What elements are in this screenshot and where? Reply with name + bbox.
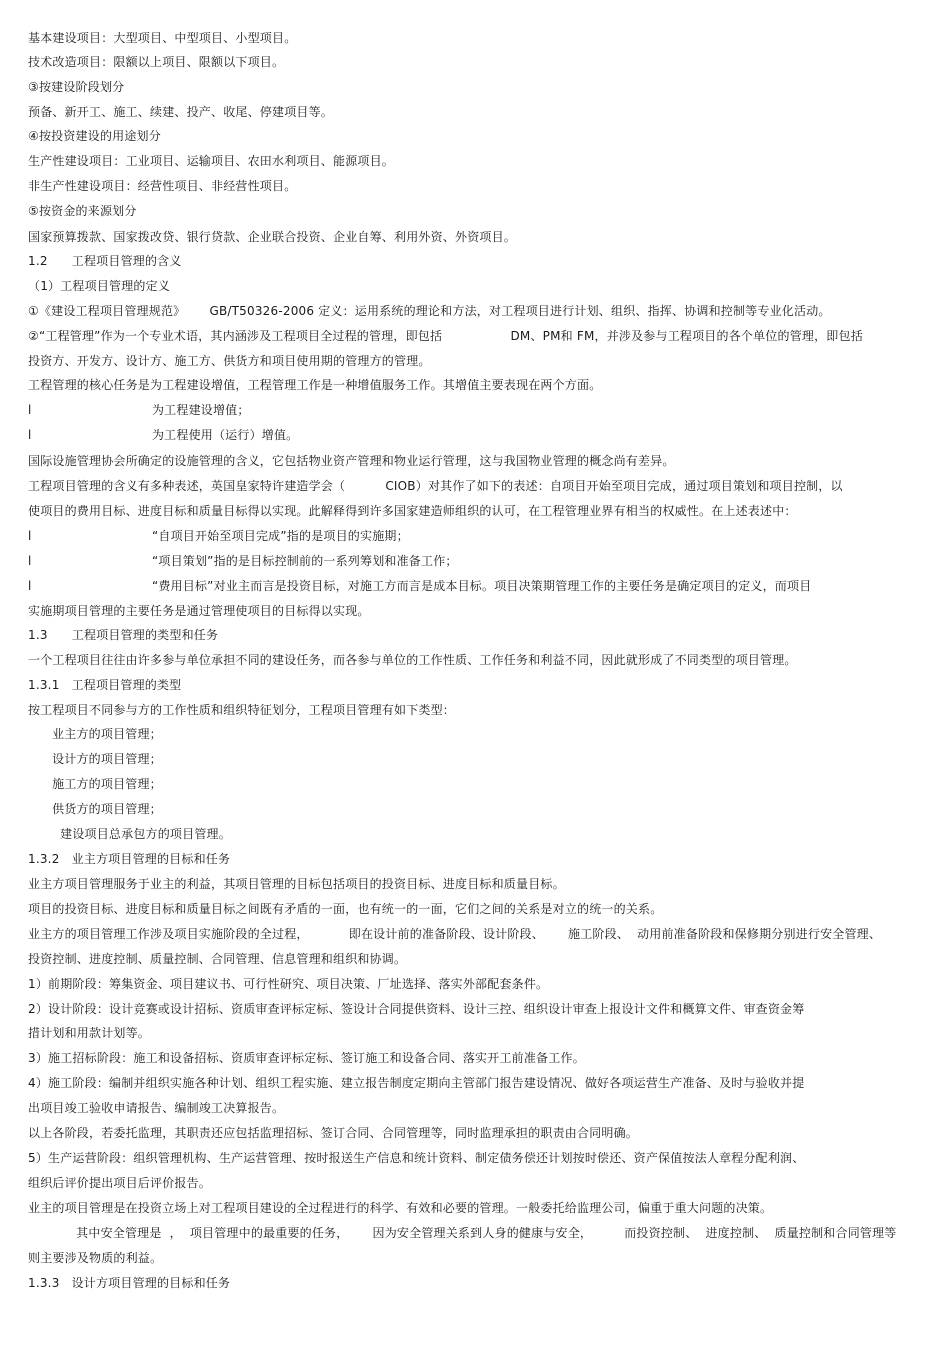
- text-line: 预备、新开工、施工、续建、投产、收尾、停建项目等。: [28, 105, 334, 119]
- text-line: 则主要涉及物质的利益。: [28, 1251, 163, 1265]
- text-line: 组织后评价提出项目后评价报告。: [28, 1176, 212, 1190]
- section-heading: 1.3 工程项目管理的类型和任务: [28, 628, 219, 642]
- section-heading: ③按建设阶段划分: [28, 80, 125, 94]
- text-line: 以上各阶段，若委托监理，其职责还应包括监理招标、签订合同、合同管理等，同时监理承担的职责由合同明确。: [28, 1126, 639, 1140]
- text-line: 1）前期阶段：筹集资金、项目建议书、可行性研究、项目决策、厂址选择、落实外部配套条件。: [28, 977, 549, 991]
- text-line: 技术改造项目：限额以上项目、限额以下项目。: [28, 55, 285, 69]
- text-line: 工程管理的核心任务是为工程建设增值，工程管理工作是一种增值服务工作。其增值主要表现在两个方面。: [28, 378, 602, 392]
- text-line: 国家预算拨款、国家拨改贷、银行贷款、企业联合投资、企业自筹、利用外资、外资项目。: [28, 230, 517, 244]
- text-line: 业主方项目管理服务于业主的利益，其项目管理的目标包括项目的投资目标、进度目标和质量目标。: [28, 877, 565, 891]
- text-line: 使项目的费用目标、进度目标和质量目标得以实现。此解释得到许多国家建造师组织的认可，在工程管理业界有相当的权威性。在上述表述中：: [28, 504, 797, 518]
- subsection-heading: 1.3.1 工程项目管理的类型: [28, 678, 182, 692]
- text-line: 2）设计阶段：设计竞赛或设计招标、资质审查评标定标、签设计合同提供资料、设计三控、组织设计审查上报设计文件和概算文件、审查资金筹: [28, 1002, 805, 1016]
- subsection-heading: 1.3.3 设计方项目管理的目标和任务: [28, 1276, 231, 1290]
- bullet-item: l “自项目开始至项目完成”指的是项目的实施期；: [28, 529, 409, 543]
- text-line: 出项目竣工验收申请报告、编制竣工决算报告。: [28, 1101, 285, 1115]
- text-line: 3）施工招标阶段：施工和设备招标、资质审查评标定标、签订施工和设备合同、落实开工前准备工作。: [28, 1051, 585, 1065]
- list-item: 设计方的项目管理；: [28, 752, 162, 766]
- section-heading: ⑤按资金的来源划分: [28, 204, 137, 218]
- text-line: 基本建设项目：大型项目、中型项目、小型项目。: [28, 31, 297, 45]
- text-line: 工程项目管理的含义有多种表述，英国皇家特许建造学会（ CIOB）对其作了如下的表述：自项目开始至项目完成，通过项目策划和项目控制，以: [28, 479, 843, 493]
- text-line: 按工程项目不同参与方的工作性质和组织特征划分，工程项目管理有如下类型：: [28, 703, 456, 717]
- bullet-item: l “费用目标”对业主而言是投资目标，对施工方而言是成本目标。项目决策期管理工作的主要任务是确定项目的定义，而项目: [28, 579, 812, 593]
- subsection-heading: （1）工程项目管理的定义: [28, 279, 171, 293]
- text-line: 国际设施管理协会所确定的设施管理的含义，它包括物业资产管理和物业运行管理，这与我国物业管理的概念尚有差异。: [28, 454, 675, 468]
- text-line: ①《建设工程项目管理规范》 GB/T50326-2006 定义：运用系统的理论和方法，对工程项目进行计划、组织、指挥、协调和控制等专业化活动。: [28, 304, 831, 318]
- text-line: 措计划和用款计划等。: [28, 1026, 151, 1040]
- text-line: 4）施工阶段：编制并组织实施各种计划、组织工程实施、建立报告制度定期向主管部门报告建设情况、做好各项运营生产准备、及时与验收并提: [28, 1076, 805, 1090]
- text-line: 一个工程项目往往由许多参与单位承担不同的建设任务，而各参与单位的工作性质、工作任务和利益不同，因此就形成了不同类型的项目管理。: [28, 653, 797, 667]
- text-line: 业主方的项目管理工作涉及项目实施阶段的全过程， 即在设计前的准备阶段、设计阶段、 施工阶段、 动用前准备阶段和保修期分别进行安全管理、: [28, 927, 882, 941]
- bullet-item: l 为工程使用（运行）增值。: [28, 428, 299, 442]
- text-line: 非生产性建设项目：经营性项目、非经营性项目。: [28, 179, 297, 193]
- text-line: 项目的投资目标、进度目标和质量目标之间既有矛盾的一面，也有统一的一面，它们之间的关系是对立的统一的关系。: [28, 902, 663, 916]
- text-line: 生产性建设项目：工业项目、运输项目、农田水利项目、能源项目。: [28, 154, 395, 168]
- list-item: 建设项目总承包方的项目管理。: [28, 827, 231, 841]
- section-heading: ④按投资建设的用途划分: [28, 129, 161, 143]
- bullet-item: l 为工程建设增值；: [28, 403, 250, 417]
- list-item: 业主方的项目管理；: [28, 727, 162, 741]
- section-heading: 1.2 工程项目管理的含义: [28, 254, 182, 268]
- text-line: 投资控制、进度控制、质量控制、合同管理、信息管理和组织和协调。: [28, 952, 407, 966]
- list-item: 供货方的项目管理；: [28, 802, 162, 816]
- text-line: 5）生产运营阶段：组织管理机构、生产运营管理、按时报送生产信息和统计资料、制定债务偿还计划按时偿还、资产保值按法人章程分配利润、: [28, 1151, 805, 1165]
- bullet-item: l “项目策划”指的是目标控制前的一系列筹划和准备工作；: [28, 554, 458, 568]
- text-line: 实施期项目管理的主要任务是通过管理使项目的目标得以实现。: [28, 604, 370, 618]
- text-line: ②“工程管理”作为一个专业术语，其内涵涉及工程项目全过程的管理，即包括 DM、PM和 FM，并涉及参与工程项目的各个单位的管理，即包括: [28, 329, 863, 343]
- text-line: 业主的项目管理是在投资立场上对工程项目建设的全过程进行的科学、有效和必要的管理。一般委托给监理公司，偏重于重大问题的决策。: [28, 1201, 773, 1215]
- text-line: 其中安全管理是 ， 项目管理中的最重要的任务， 因为安全管理关系到人身的健康与安全， 而投资控制、 进度控制、 质量控制和合同管理等: [28, 1226, 897, 1240]
- list-item: 施工方的项目管理；: [28, 777, 162, 791]
- text-line: 投资方、开发方、设计方、施工方、供货方和项目使用期的管理方的管理。: [28, 354, 431, 368]
- subsection-heading: 1.3.2 业主方项目管理的目标和任务: [28, 852, 231, 866]
